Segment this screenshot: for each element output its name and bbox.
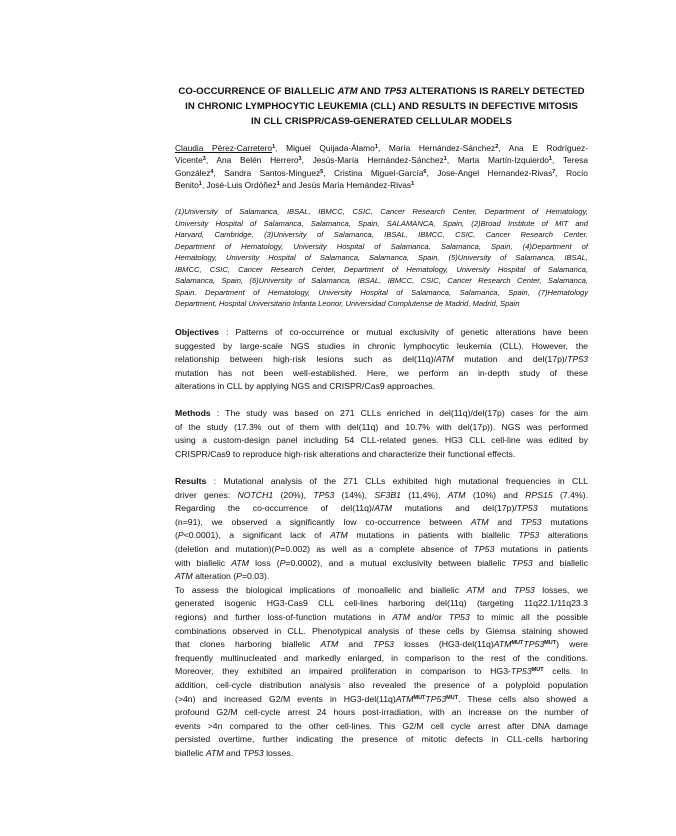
results-text: : Mutational analysis of the 271 CLLs exhibited high mutational frequencies in CLL — [206, 476, 588, 486]
results-line: regions) and further loss-of-function mutations in ATM and/or TP53 to mimic all the possible — [175, 611, 589, 622]
results-line: ATM alteration (P=0.03). — [175, 571, 270, 582]
results-line: Regarding the co-occurrence of del(11q)/ATM mutations and del(17p)/TP53 mutations — [175, 503, 588, 514]
affiliations — [175, 206, 588, 310]
results-line: (deletion and mutation)(P=0.002) as well as a complete absence of TP53 mutations in patients — [175, 543, 588, 554]
results-line: events >4n compared to the other cell-lines. This G2/M cell cycle arrest after DNA damage — [175, 720, 588, 731]
affiliation-line: Salamanca, Spain, (6)University of Salamanca, IBSAL, IBMCC, CSIC, Cancer Research Center, Salamanca, — [175, 276, 588, 286]
results-label: Results — [175, 476, 207, 486]
affiliation-line: IBMCC, CSIC, Cancer Research Center, Department of Hematology, University Hospital of Salamanca, — [175, 264, 588, 274]
methods-line: of the study (17.3% out of them with del(11q) and 10.7% with del(17p)). NGS was performed — [175, 421, 588, 432]
author-line: Benito$^1$, José-Luis Ordóñez$^1$ and Jesús María Hernández-Rivas$^1$ — [175, 179, 415, 190]
methods-section — [175, 407, 588, 461]
results-section — [175, 475, 588, 760]
affiliation-line: University Hospital of Salamanca, Salamanca, Spain, SALAMANCA, Spain, (2)Broad Institute of MIT and — [175, 218, 588, 228]
title-line-1: CO-OCCURRENCE OF BIALLELIC ATM AND TP53 ALTERATIONS IS RARELY DETECTED — [178, 86, 585, 97]
abstract-title — [175, 84, 588, 129]
objectives-line: alterations in CLL by applying NGS and CRISPR/Cas9 approaches. — [175, 381, 435, 392]
affiliation-line: Spain. Department of Hematology, University Hospital of Salamanca, Salamanca, Spain, (7)Hematology — [175, 287, 588, 297]
results-line: driver genes: NOTCH1 (20%), TP53 (14%), SF3B1 (11.4%), ATM (10%) and RPS15 (7.4%). — [175, 489, 588, 500]
objectives-label: Objectives — [175, 327, 219, 337]
results-line: profound G2/M cell-cycle arrest 24 hours post-irradiation, with an increase on the number of — [175, 707, 588, 718]
objectives-text: : Patterns of co-occurrence or mutual exclusivity of genetic alterations have been — [218, 327, 588, 337]
affiliation-line: (1)University of Salamanca, IBSAL, IBMCC, CSIC, Cancer Research Center, Department of Hematology, — [175, 207, 588, 216]
results-line: (P<0.0001), a significant lack of ATM mutations in patients with biallelic TP53 alterations — [175, 530, 588, 541]
methods-line: CRISPR/Cas9 to reproduce high-risk alterations and characterize their functional effects. — [175, 448, 516, 459]
title-line-2: IN CHRONIC LYMPHOCYTIC LEUKEMIA (CLL) AND RESULTS IN DEFECTIVE MITOSIS — [185, 101, 578, 112]
results-line — [175, 475, 588, 489]
results-line: (n=91), we observed a significantly low co-occurrence between ATM and TP53 mutations — [175, 516, 589, 527]
title-line-3: IN CLL CRISPR/CAS9-GENERATED CELLULAR MODELS — [251, 116, 512, 127]
results-line: combinations observed in CLL. Phenotypical analysis of these cells by Giemsa staining showed — [175, 625, 588, 636]
results-line: that clones harboring biallelic ATM and TP53 losses $(HG3-del(11q)ATM^{MUT}TP53^{MUT})$ were — [175, 639, 588, 650]
objectives-line — [175, 326, 588, 340]
results-line: with biallelic ATM loss (P=0.0002), and a mutual exclusivity between biallelic TP53 and biallelic — [175, 557, 589, 568]
results-line: biallelic ATM and TP53 losses. — [175, 747, 294, 758]
methods-line — [175, 407, 588, 421]
objectives-section — [175, 326, 588, 394]
methods-text: : The study was based on 271 CLLs enriched in del(11q)/del(17p) cases for the aim — [210, 408, 588, 418]
objectives-line: relationship between high-risk lesions such as del(11q)/ATM mutation and del(17p)/TP53 — [175, 354, 588, 365]
affiliation-line: Hematology, University Hospital of Salamanca, Salamanca, Spain, (5)University of Salamanca, IBSAL, — [175, 253, 588, 263]
results-line: persisted overtime, further indicating the presence of mitotic defects in CLL-cells harboring — [175, 734, 588, 745]
results-line: (>4n) and increased G2/M events in $HG3-del(11q)ATM^{MUT}TP53^{MUT}$. These cells also showed a — [175, 693, 589, 704]
results-line: addition, cell-cycle distribution analysis also revealed the presence of a polyploid population — [175, 679, 588, 690]
methods-label: Methods — [175, 408, 211, 418]
results-line: To assess the biological implications of monoallelic and biallelic ATM and TP53 losses, we — [175, 584, 588, 595]
author-line: Vicente$^3$, Ana Belén Herrero$^3$, Jesús-María Hernández-Sánchez$^1$, Marta Martín-Izquierdo$^1$, Teresa — [175, 155, 588, 166]
affiliation-line: Department, Hospital Universitario Infanta Leonor, Universidad Complutense de Madrid, Madrid, Spain — [175, 299, 520, 309]
author-line: González$^4$, Sandra Santos-Minguez$^5$, Cristina Miguel-García$^6$, Jose-Angel Hernandez-Rivas$^7$, Rocío — [175, 167, 588, 178]
results-line: generated isogenic HG3-Cas9 CLL cell-lines harboring del(11q) (targeting 11q22.1/11q23.3 — [175, 598, 588, 609]
author-list — [175, 142, 588, 191]
affiliation-line: Department of Hematology, University Hospital of Salamanca, Salamanca, Spain, (4)Department of — [175, 241, 588, 251]
results-line: Moreover, they exhibited an impaired proliferation in comparison to $HG3-TP53^{MUT}$ cells. In — [175, 666, 588, 677]
objectives-line: suggested by large-scale NGS studies in chronic lymphocytic leukemia (CLL). However, the — [175, 340, 588, 351]
author-line: Claudia Pérez-Carretero$^1$, Miguel Quijada-Álamo$^1$, María Hernández-Sánchez$^2$, Ana E Rodríguez- — [175, 143, 588, 153]
affiliation-line: Harvard, Cambridge, (3)University of Salamanca, IBSAL, IBMCC, CSIC, Cancer Research Center. — [175, 230, 588, 240]
objectives-line: mutation has not been well-established. Here, we perform an in-depth study of these — [175, 367, 588, 378]
results-line: frequently multinucleated and markedly enlarged, in comparison to the rest of the conditions. — [175, 652, 588, 663]
methods-line: using a custom-design panel including 54 CLL-related genes. HG3 CLL cell-line was edited by — [175, 435, 588, 446]
